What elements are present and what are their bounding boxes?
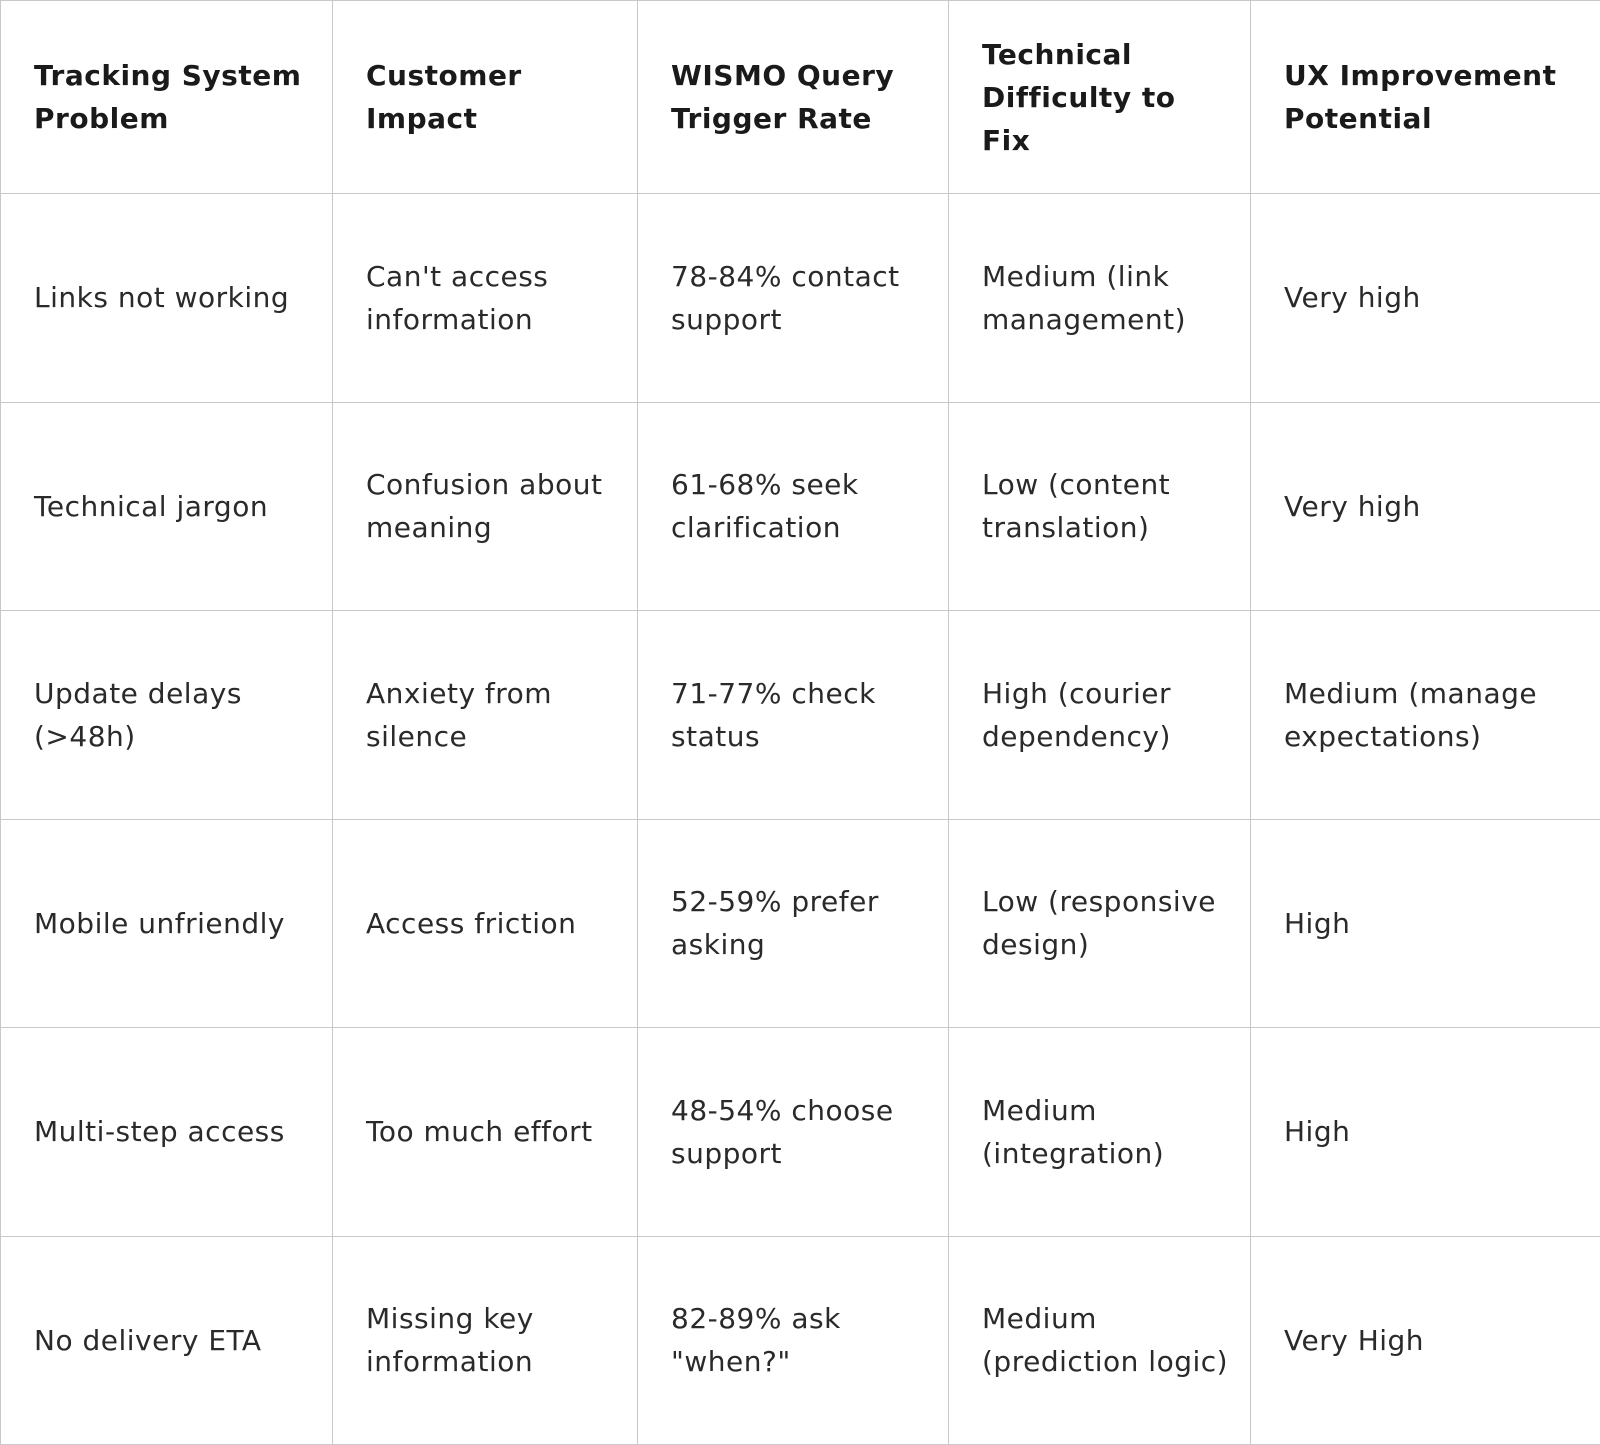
cell-trigger-rate: 71-77% check status	[638, 611, 949, 820]
cell-impact: Anxiety from silence	[333, 611, 638, 820]
cell-trigger-rate: 52-59% prefer asking	[638, 819, 949, 1028]
cell-impact: Missing key information	[333, 1236, 638, 1445]
cell-trigger-rate: 82-89% ask "when?"	[638, 1236, 949, 1445]
header-row	[1, 1, 1600, 194]
cell-impact: Can't access information	[333, 194, 638, 403]
table-row	[1, 1028, 1600, 1237]
cell-impact: Access friction	[333, 819, 638, 1028]
cell-ux-potential: High	[1251, 1028, 1600, 1237]
cell-problem: Update delays (>48h)	[1, 611, 333, 820]
cell-ux-potential: Medium (manage expectations)	[1251, 611, 1600, 820]
header-impact: Customer Impact	[333, 1, 638, 194]
cell-problem: Mobile unfriendly	[1, 819, 333, 1028]
cell-difficulty: Medium (prediction logic)	[949, 1236, 1251, 1445]
cell-ux-potential: Very High	[1251, 1236, 1600, 1445]
header-trigger-rate: WISMO Query Trigger Rate	[638, 1, 949, 194]
table-row	[1, 402, 1600, 611]
cell-problem: Multi-step access	[1, 1028, 333, 1237]
table-row	[1, 819, 1600, 1028]
cell-problem: Links not working	[1, 194, 333, 403]
cell-trigger-rate: 48-54% choose support	[638, 1028, 949, 1237]
cell-problem: No delivery ETA	[1, 1236, 333, 1445]
cell-impact: Too much effort	[333, 1028, 638, 1237]
cell-ux-potential: Very high	[1251, 194, 1600, 403]
table-row	[1, 194, 1600, 403]
header-ux-potential: UX Improvement Potential	[1251, 1, 1600, 194]
cell-difficulty: Medium (link management)	[949, 194, 1251, 403]
cell-trigger-rate: 78-84% contact support	[638, 194, 949, 403]
table-row	[1, 611, 1600, 820]
header-difficulty: Technical Difficulty to Fix	[949, 1, 1251, 194]
table-row	[1, 1236, 1600, 1445]
cell-difficulty: High (courier dependency)	[949, 611, 1251, 820]
cell-impact: Confusion about meaning	[333, 402, 638, 611]
cell-problem: Technical jargon	[1, 402, 333, 611]
header-problem: Tracking System Problem	[1, 1, 333, 194]
cell-difficulty: Low (content translation)	[949, 402, 1251, 611]
cell-difficulty: Low (responsive design)	[949, 819, 1251, 1028]
cell-trigger-rate: 61-68% seek clarification	[638, 402, 949, 611]
cell-ux-potential: Very high	[1251, 402, 1600, 611]
cell-ux-potential: High	[1251, 819, 1600, 1028]
cell-difficulty: Medium (integration)	[949, 1028, 1251, 1237]
